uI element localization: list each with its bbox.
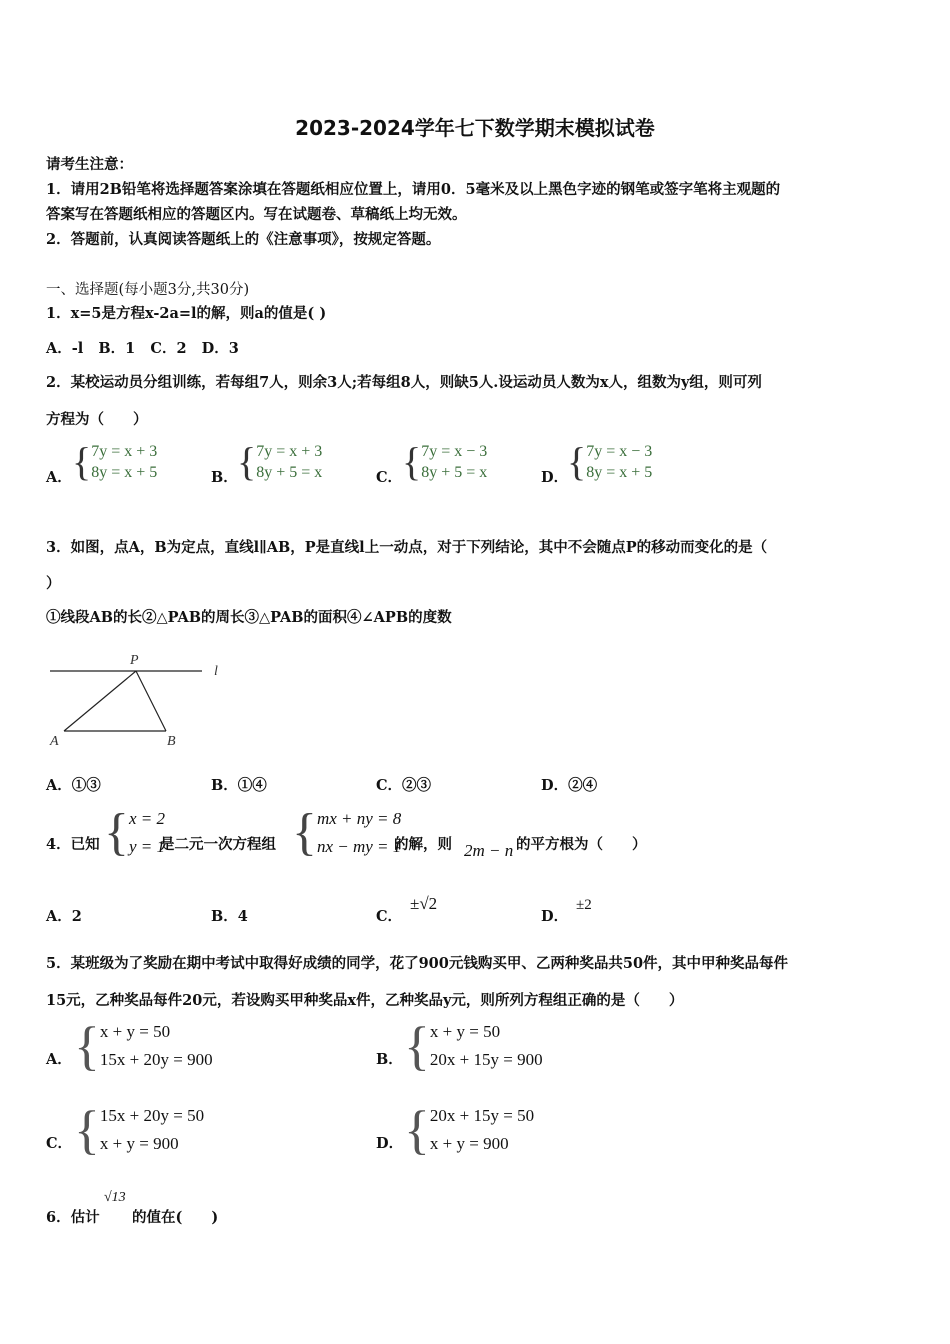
question-5-stem-a: 5．某班级为了奖励在期中考试中取得好成绩的同学，花了900元钱购买甲、乙两种奖品共50件，其中甲种奖品每件 [46,955,789,972]
q5-option-b-label[interactable]: B． [376,1051,403,1068]
equation: 7y = x − 3 [421,443,488,460]
question-6-suffix: 的值在( ) [132,1209,219,1226]
question-4-mid: 是二元一次方程组 [160,836,276,853]
equation: 15x + 20y = 50 [99,1106,205,1125]
q5-option-a-label[interactable]: A． [46,1051,72,1068]
brace-symbol: { [72,439,92,484]
q4-option-a[interactable]: A．2 [46,908,82,925]
q5-option-d-system[interactable] [404,1102,534,1158]
brace-symbol: { [237,439,257,484]
brace-symbol: { [104,804,129,861]
equation: 7y = x + 3 [256,443,323,460]
equation: x + y = 900 [99,1134,179,1153]
equation: x = 2 [128,809,165,828]
q5-option-c-system[interactable] [74,1102,204,1158]
q5-option-b-system[interactable] [404,1018,543,1074]
notice-line-1a: 1．请用2B铅笔将选择题答案涂填在答题纸相应位置上，请用0．5毫米及以上黑色字迹的钢笔或签字笔将主观题的 [46,181,781,198]
q2-option-d-label[interactable]: D． [541,469,569,486]
q2-option-b-label[interactable]: B． [211,469,238,486]
notice-line-1b: 答案写在答题纸相应的答题区内。写在试题卷、草稿纸上均无效。 [46,206,467,223]
brace-symbol: { [404,1100,430,1160]
question-2-stem-b: 方程为（ ） [46,411,148,428]
q4-option-c-value: ±√2 [410,894,438,913]
q5-option-d-label[interactable]: D． [376,1135,404,1152]
notice-heading: 请考生注意： [46,156,133,173]
q2-option-c-system[interactable] [402,441,487,483]
brace-symbol: { [567,439,587,484]
question-5-stem-b: 15元，乙种奖品每件20元，若设购买甲种奖品x件，乙种奖品y元，则所列方程组正确的是（ ） [46,992,684,1009]
equation: mx + ny = 8 [316,809,402,828]
page-title: 2023-2024学年七下数学期末模拟试卷 [295,116,655,140]
q2-option-c-label[interactable]: C． [376,469,403,486]
question-3-stem-b: ） [46,575,61,592]
question-4-suffix: 的平方根为（ ） [516,836,647,853]
segment-pb [136,671,166,731]
q2-option-a-label[interactable]: A． [46,469,72,486]
equation: 8y + 5 = x [256,464,323,481]
q4-option-b[interactable]: B．4 [211,908,248,925]
label-b: B [167,734,176,749]
q5-option-a-system[interactable] [74,1018,213,1074]
question-1-stem: 1．x=5是方程x-2a=l的解，则a的值是( ) [46,305,327,322]
notice-line-2: 2．答题前，认真阅读答题纸上的《注意事项》，按规定答题。 [46,231,441,248]
label-p: P [130,653,139,668]
equation: 7y = x + 3 [91,443,158,460]
equation: 20x + 15y = 900 [429,1050,543,1069]
q3-option-d[interactable]: D．②④ [541,777,598,794]
q2-option-a-system[interactable] [72,441,157,483]
question-3-stem-a: 3．如图，点A，B为定点，直线l∥AB，P是直线l上一动点，对于下列结论，其中不会随点P的移动而变化的是（ [46,539,768,556]
brace-symbol: { [402,439,422,484]
triangle-figure [40,645,240,755]
q3-option-a[interactable]: A．①③ [46,777,101,794]
equation: 8y = x + 5 [586,464,653,481]
label-a: A [50,734,59,749]
q4-option-c[interactable]: C． [376,908,403,925]
question-4-prefix: 4．已知 [46,836,100,853]
q5-option-c-label[interactable]: C． [46,1135,73,1152]
q2-option-d-system[interactable] [567,441,652,483]
brace-symbol: { [404,1016,430,1076]
q4-option-d-value: ±2 [576,897,592,913]
brace-symbol: { [292,804,317,861]
expression-2m-n: 2m − n [464,841,514,860]
q2-option-b-system[interactable] [237,441,322,483]
equation: 8y + 5 = x [421,464,488,481]
question-1-options: A．-l B．1 C．2 D．3 [46,340,239,357]
brace-symbol: { [74,1016,100,1076]
question-3-statements: ①线段AB的长②△PAB的周长③△PAB的面积④∠APB的度数 [46,609,452,626]
segment-pa [64,671,136,731]
equation: 7y = x − 3 [586,443,653,460]
sqrt-13: √13 [104,1190,126,1205]
equation: x + y = 900 [429,1134,509,1153]
q4-option-d[interactable]: D． [541,908,569,925]
equation: 20x + 15y = 50 [429,1106,535,1125]
equation: 15x + 20y = 900 [99,1050,213,1069]
question-6-prefix: 6．估计 [46,1209,100,1226]
q3-option-b[interactable]: B．①④ [211,777,267,794]
section-heading: 一、选择题(每小题3分,共30分) [46,282,250,298]
q3-option-c[interactable]: C．②③ [376,777,432,794]
q4-solution-system [104,805,165,861]
equation: y = 1 [128,837,165,856]
equation: 8y = x + 5 [91,464,158,481]
equation: x + y = 50 [429,1022,501,1041]
question-4-mid2: 的解，则 [394,836,452,853]
label-l: l [214,664,218,679]
brace-symbol: { [74,1100,100,1160]
question-2-stem-a: 2．某校运动员分组训练，若每组7人，则余3人;若每组8人，则缺5人.设运动员人数为x人，组数为y组，则可列 [46,374,762,391]
q4-equation-system [292,805,401,861]
equation: x + y = 50 [99,1022,171,1041]
equation: nx − my = 1 [316,837,402,856]
